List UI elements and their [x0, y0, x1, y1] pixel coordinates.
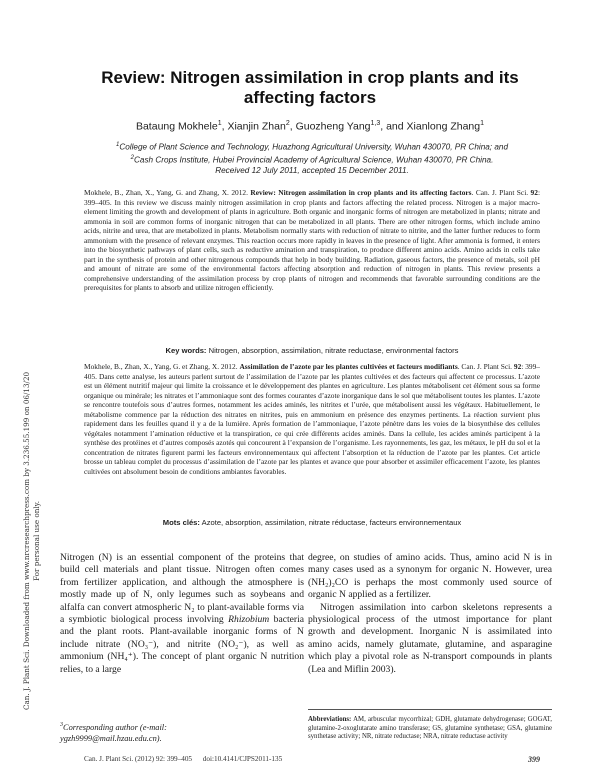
- body-column-left: [60, 552, 304, 676]
- watermark-line-2: For personal use only.: [32, 500, 41, 581]
- author-name: Bataung Mokhele: [135, 120, 218, 133]
- page-footer: [84, 755, 540, 763]
- footnote-sup: 3: [60, 722, 63, 728]
- abbreviations-divider: [308, 709, 552, 710]
- abstract-title: Review: Nitrogen assimilation in crop plants and its affecting factors: [250, 188, 472, 197]
- keywords-label: Mots clés:: [162, 518, 200, 527]
- download-watermark-sidebar: [10, 210, 58, 710]
- affiliation-sup: 2: [130, 154, 134, 161]
- body-paragraph: degree, on studies of amino acids. Thus, amino acid N is in many cases used as a synonym for organic N. However, urea (NH₂)₂CO is perhaps the most commonly used source of organic N applied as a fertilizer.: [308, 552, 552, 601]
- body-italic-term: Rhizobium: [228, 614, 270, 626]
- abstract-citation: Mokhele, B., Zhan, X., Yang, G. et Zhang, X. 2012.: [84, 362, 238, 371]
- body-paragraph: Nitrogen assimilation into carbon skeletons represents a physiological process of the utmost importance for plant growth and development. Inorganic N is assimilated into amino acids, namely glutamate, glutamine, and asparagine which play a pivotal role as N-transport compounds in plants (Lea and Miflin 2003).: [308, 601, 552, 675]
- author-name: Guozheng Yang: [295, 120, 371, 133]
- author-name: Xianjin Zhan: [227, 120, 286, 133]
- keywords-english: [84, 346, 540, 355]
- body-text: Nitrogen (N) is an essential component of the proteins that build cell materials and plant tissue. Nitrogen often comes from fertilizer application, and although the atmosphere is mostly made up of N, only legumes such as soybeans and alfalfa can convert atmospheric N₂ to plant-available forms via a symbiotic biological process involving: [60, 552, 304, 626]
- watermark-line-1: Can. J. Plant Sci. Downloaded from www.nrcresearchpress.com by 3.236.55.199 on 06/13/20: [22, 371, 31, 710]
- footnote-text: Corresponding author (e-mail: ygzh9999@mail.hzau.edu.cn).: [60, 722, 167, 743]
- affiliation-sup: 1: [115, 142, 120, 148]
- paper-title: Review: Nitrogen assimilation in crop plants and its affecting factors: [101, 68, 519, 107]
- abstract-journal: . Can. J. Plant Sci.: [457, 362, 513, 371]
- keywords-french: [84, 518, 540, 527]
- abstract-title: Assimilation de l’azote par les plantes cultivées et facteurs modifiants: [239, 362, 458, 371]
- abstract-journal: . Can. J. Plant Sci.: [471, 188, 529, 197]
- keywords-label: Key words:: [165, 346, 207, 355]
- body-column-right: [308, 552, 552, 676]
- abstract-volume: 92: [530, 188, 538, 197]
- abstract-english: [84, 188, 540, 293]
- abstract-volume: 92: [513, 362, 522, 371]
- affiliation-2: [62, 153, 562, 166]
- author-conjunction: and: [386, 120, 404, 133]
- received-dates: Received 12 July 2011, accepted 15 December 2011.: [215, 166, 409, 176]
- affiliation-text: Cash Crops Institute, Hubei Provincial Academy of Agricultural Science, Wuhan 430070, PR China.: [133, 155, 494, 165]
- affiliation-text: College of Plant Science and Technology, Huazhong Agricultural University, Wuhan 430070, PR China; and: [119, 142, 509, 152]
- abstract-citation: Mokhele, B., Zhan, X., Yang, G. and Zhang, X. 2012.: [84, 188, 248, 197]
- abbreviations-label: Abbreviations:: [308, 716, 352, 723]
- author-list: Bataung Mokhele$^1$, Xianjin Zhan$^2$, Guozheng Yang$^{1,3}$, and Xianlong Zhang$^1$: [135, 120, 485, 133]
- abbreviations-text: AM, arbuscular mycorrhizal; GDH, glutamate dehydrogenase; GOGAT, glutamine-2-oxoglutarate amino transferase; GS, glutamine synthetase; GSA, glutamine synthetase activity; NR, nitrate reductase; NRA, nitrate reductase activity: [308, 716, 552, 741]
- affiliations: [62, 140, 562, 176]
- author-name: Xianlong Zhang: [406, 120, 481, 133]
- footer-journal: Can. J. Plant Sci. (2012) 92: 399–405: [84, 755, 193, 763]
- footer-doi: doi:10.4141/CJPS2011-135: [202, 755, 283, 763]
- author-affil-sup: 1,3: [370, 120, 381, 127]
- author-affil-sup: 2: [285, 120, 290, 127]
- abstract-body: : 399–405. Dans cette analyse, les auteurs parlent surtout de l’assimilation de l’azote par les plantes cultivées et des facteurs qui affectent ce processus. L’azote est un élément nutritif majeur qui limite la croissance et le développement des plantes en agriculture. Les plantes métabolisent cet élément sous sa forme organique ou minérale; les nitrates et l’ammoniaque sont des formes courantes d’azote inorganique dans le sol que métabolisent toutes les plantes. L’azote se rencontre toutefois sous d’autres formes, notamment les acides aminés, les nitrites et l’urée, que métabolisent aussi les végétaux. Habituellement, le métabolisme commence par la réduction des nitrates en nitrites, puis en ammonium en présence des enzymes pertinents. La réaction survient plus rapidement dans les feuilles quand il y a de la lumière. Après formation de l’ammoniaque, l’azote pénètre dans les voies de la biosynthèse des cellules végétales notamment l’amination réductive et la transpiration, ce qui crée différents acides aminés. Dans la cellule, les acides aminés participent à la synthèse des protéines et d’autres composés azotés qui concourent à l’expansion de l’organisme. Les rayonnements, les gaz, les métaux, le pH du sol et la concentration de nitrates figurent parmi les facteurs environnementaux qui affectent l’absorption et la réduction de l’azote par les plantes. Cet article brosse un tableau complet du processus d’assimilation de l’azote par les plantes et avance que pour absorber et assimiler efficacement l’azote, les plantes cultivées ont absolument besoin de conditions ambiantes favorables.: [84, 362, 540, 476]
- abstract-french: [84, 362, 540, 476]
- download-watermark-text: [22, 372, 42, 710]
- keywords-text: Nitrogen, absorption, assimilation, nitrate reductase, environmental factors: [208, 346, 459, 355]
- author-affil-sup: 1: [217, 120, 222, 127]
- corresponding-author-footnote: [60, 720, 260, 744]
- abstract-body: : 399–405. In this review we discuss mainly nitrogen assimilation in crop plants and factors affecting the related process. Nitrogen is a major macro-element limiting the growth and development of plants in agriculture. Both organic and inorganic forms of nitrogen are metabolized in plants; nitrate and ammonia in soil are common forms of inorganic nitrogen that can be metabolized in all plants. There are other nitrogen forms, which include amino acids, nitrite and urea, that are metabolized in plants. Metabolism normally starts with reduction of nitrate to nitrite, and the latter further reduces to form ammonium with the presence of relevant enzymes. This reaction occurs more rapidly in leaves in the presence of light. After ammonia is formed, it enters into the biosynthetic pathways of plant cells, such as reductive amination and transpiration, to produce different amino acids. Amino acids in cells take part in the synthesis of protein and other nitrogenous compounds that help in body building. Radiation, gaseous factors, the presence of metals, soil pH and amount of nitrate are some of the environmental factors affecting absorption and reduction of nitrogen in plants. This review presents a comprehensive understanding of the assimilation process by crop plants of nitrogen and recommends that favorable surrounding conditions are the prerequisites for plants to absorb and utilize nitrogen efficiently.: [84, 188, 540, 292]
- keywords-text: Azote, absorption, assimilation, nitrate réductase, facteurs environnementaux: [201, 518, 462, 527]
- abbreviations-box: [308, 716, 552, 742]
- affiliation-1: [62, 140, 562, 153]
- body-text: bacteria and the plant roots. Plant-available inorganic forms of N include nitrate (NO₃⁻), and nitrite (NO₂⁻), as well as ammonium (NH₄⁺). The concept of plant organic N nutrition relies, to a large: [60, 614, 305, 675]
- author-affil-sup: 1: [480, 120, 485, 127]
- body-paragraph: [60, 552, 304, 676]
- page-number: 399: [528, 755, 540, 764]
